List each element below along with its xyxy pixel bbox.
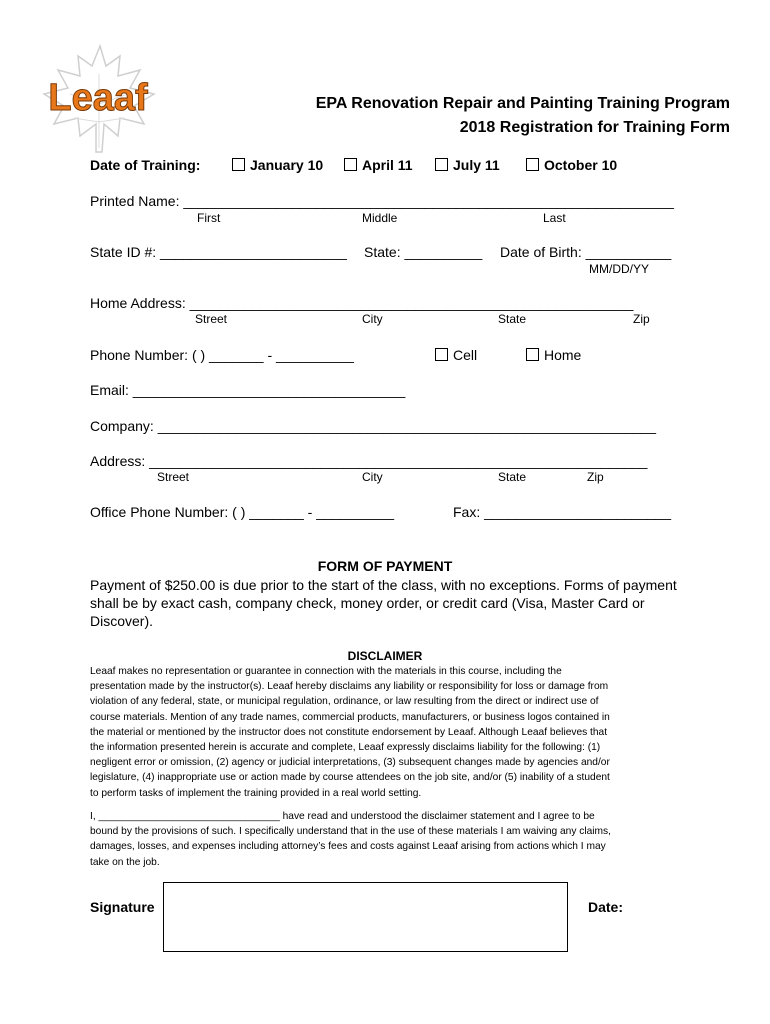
leaaf-logo bbox=[40, 44, 158, 154]
form-title-line1: EPA Renovation Repair and Painting Training Program bbox=[315, 95, 730, 112]
disclaimer-line: Leaaf makes no representation or guarantee in connection with the materials in this course, including the bbox=[90, 666, 562, 677]
checkbox-home[interactable] bbox=[526, 348, 539, 361]
date-of-birth-field[interactable]: Date of Birth: ___________ bbox=[500, 244, 672, 260]
name-middle-caption: Middle bbox=[362, 211, 398, 225]
disclaimer-line: the information presented herein is accurate and complete, Leaaf expressly disclaims liability for the following: (1) bbox=[90, 742, 601, 754]
acknowledgement-line: take on the job. bbox=[90, 856, 160, 868]
date-label: Date: bbox=[588, 899, 624, 915]
acknowledgement-line: bound by the provisions of such. I specifically understand that in the use of these materials I am waiving any claims, bbox=[90, 826, 611, 838]
checkbox-april[interactable] bbox=[344, 158, 357, 171]
checkbox-october[interactable] bbox=[526, 158, 539, 171]
home-zip-caption: Zip bbox=[633, 312, 650, 326]
form-title-line2: 2018 Registration for Training Form bbox=[459, 119, 730, 136]
company-street-caption: Street bbox=[157, 470, 190, 484]
maple-leaf-icon bbox=[40, 44, 158, 154]
disclaimer-line: course materials. Mention of any trade names, commercial products, manufacturers, or business logos contained in bbox=[90, 711, 610, 723]
disclaimer-line: the material or mentioned by the instructor does not constitute endorsement by Leaaf. Although Leaaf believes that bbox=[90, 726, 608, 738]
disclaimer-line: presentation made by the instructor(s). Leaaf hereby disclaims any liability or responsibility for loss or damage from bbox=[90, 681, 609, 693]
home-city-caption: City bbox=[362, 312, 383, 326]
date-option-april[interactable]: April 11 bbox=[344, 157, 413, 173]
payment-text-line1: Payment of $250.00 is due prior to the start of the class, with no exceptions. Forms of payment bbox=[90, 577, 677, 593]
date-option-october[interactable]: October 10 bbox=[526, 157, 617, 173]
acknowledgement-body bbox=[90, 809, 680, 870]
date-option-january[interactable]: January 10 bbox=[232, 157, 323, 173]
disclaimer-line: violation of any federal, state, or municipal regulation, ordinance, or law resulting from the direct or indirect use of bbox=[90, 696, 599, 708]
disclaimer-line: negligent error or omission, (2) agency or judicial interpretations, (3) subsequent changes made by agencies and/or bbox=[90, 757, 610, 769]
checkbox-january[interactable] bbox=[232, 158, 245, 171]
home-address-field[interactable]: Home Address: _________________________________________________________ bbox=[90, 295, 634, 311]
home-state-caption: State bbox=[498, 312, 527, 326]
state-field[interactable]: State: __________ bbox=[364, 244, 483, 260]
signature-label: Signature bbox=[90, 899, 155, 915]
company-zip-caption: Zip bbox=[587, 470, 604, 484]
email-field[interactable]: Email: ___________________________________ bbox=[90, 382, 406, 398]
disclaimer-body bbox=[90, 664, 680, 801]
payment-text-line3: Discover). bbox=[90, 613, 154, 629]
payment-heading: FORM OF PAYMENT bbox=[317, 558, 453, 574]
disclaimer-line: to perform tasks of implement the training provided in a real world setting. bbox=[90, 787, 422, 799]
payment-text-line2: shall be by exact cash, company check, money order, or credit card (Visa, Master Card or bbox=[90, 595, 645, 611]
disclaimer-heading: DISCLAIMER bbox=[347, 649, 423, 663]
name-first-caption: First bbox=[197, 211, 221, 225]
name-last-caption: Last bbox=[543, 211, 566, 225]
company-city-caption: City bbox=[362, 470, 383, 484]
checkbox-july[interactable] bbox=[435, 158, 448, 171]
acknowledgement-line: damages, losses, and expenses including attorney’s fees and costs against Leaaf arising from actions which I may bbox=[90, 841, 606, 853]
phone-home-option[interactable]: Home bbox=[526, 347, 581, 363]
logo-text: Leaaf bbox=[48, 77, 148, 119]
acknowledgement-line: I, ________________________________ have read and understood the disclaimer statement and I agree to be bbox=[90, 811, 595, 822]
dob-format-caption: MM/DD/YY bbox=[589, 262, 649, 276]
office-phone-field[interactable]: Office Phone Number: ( ) _______ - __________ bbox=[90, 504, 395, 520]
state-id-field[interactable]: State ID #: ________________________ bbox=[90, 244, 347, 260]
signature-box[interactable] bbox=[163, 882, 568, 952]
date-option-july[interactable]: July 11 bbox=[435, 157, 500, 173]
fax-field[interactable]: Fax: ________________________ bbox=[453, 504, 671, 520]
phone-cell-option[interactable]: Cell bbox=[435, 347, 477, 363]
phone-number-field[interactable]: Phone Number: ( ) _______ - __________ bbox=[90, 347, 354, 363]
printed-name-field[interactable]: Printed Name: _______________________________________________________________ bbox=[90, 193, 674, 209]
home-street-caption: Street bbox=[195, 312, 228, 326]
checkbox-cell[interactable] bbox=[435, 348, 448, 361]
company-field[interactable]: Company: ________________________________________________________________ bbox=[90, 418, 657, 434]
disclaimer-line: legislature, (4) inappropriate use or action made by course attendees on the job site, and/or (5) inability of a student bbox=[90, 772, 610, 784]
company-address-field[interactable]: Address: ________________________________________________________________ bbox=[90, 453, 648, 469]
date-of-training-label: Date of Training: bbox=[90, 157, 201, 173]
company-state-caption: State bbox=[498, 470, 527, 484]
